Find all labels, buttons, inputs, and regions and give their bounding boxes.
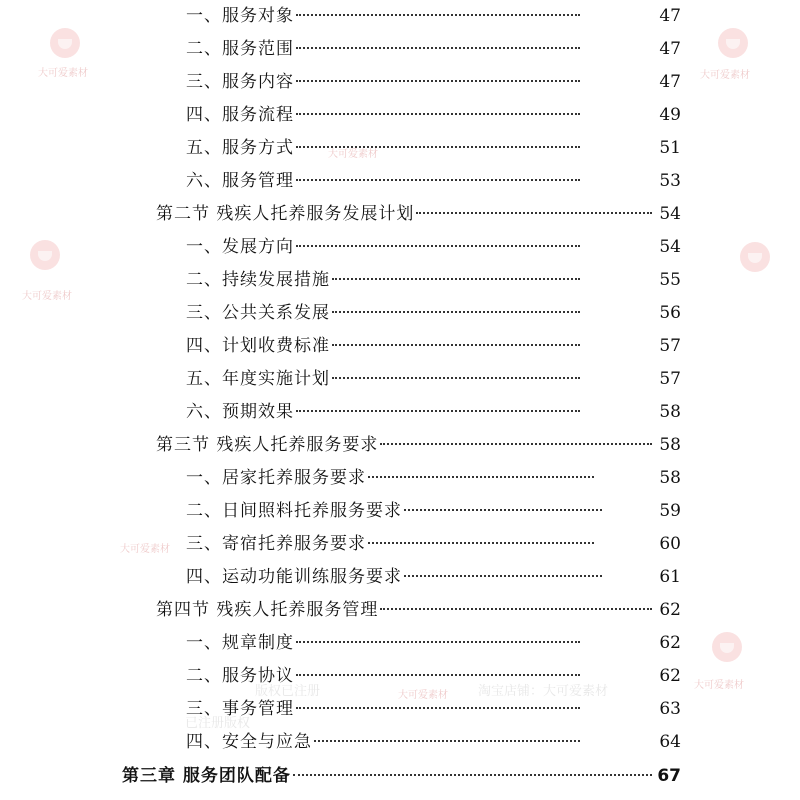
watermark-text: 大可爱素材: [120, 544, 170, 555]
watermark-text: 大可爱素材: [22, 291, 72, 302]
watermark-notice: 版权已注册: [255, 684, 321, 699]
toc-entry[interactable]: [186, 2, 681, 30]
toc-leader: [332, 310, 580, 313]
watermark-text: 大可爱素材: [694, 680, 744, 691]
toc-entry-label: 三、公共关系发展: [186, 303, 330, 323]
toc-entry-page: 47: [659, 6, 681, 26]
toc-entry-page: 51: [659, 138, 681, 158]
toc-entry[interactable]: [186, 101, 681, 129]
toc-entry-label: 二、持续发展措施: [186, 270, 330, 290]
toc-entry-page: 55: [659, 270, 681, 290]
toc-entry-page: 64: [659, 732, 681, 752]
watermark-logo-icon: [740, 242, 770, 272]
toc-entry-page: 62: [659, 666, 681, 686]
toc-entry-page: 62: [659, 633, 681, 653]
watermark-logo-icon: [718, 28, 748, 58]
toc-entry-label: 一、规章制度: [186, 633, 294, 653]
toc-entry[interactable]: [186, 134, 681, 162]
toc-entry-label: 六、服务管理: [186, 171, 294, 191]
toc-entry[interactable]: [186, 497, 681, 525]
toc-entry[interactable]: [186, 365, 681, 393]
toc-entry-page: 61: [659, 567, 681, 587]
toc-chapter-entry[interactable]: [122, 762, 681, 790]
toc-entry-label: 五、年度实施计划: [186, 369, 330, 389]
toc-leader: [332, 277, 580, 280]
toc-entry-page: 58: [659, 468, 681, 488]
toc-leader: [332, 343, 580, 346]
watermark-text: 大可爱素材: [398, 690, 448, 701]
toc-entry-label: 一、居家托养服务要求: [186, 468, 366, 488]
toc-entry[interactable]: [186, 167, 681, 195]
toc-entry-label: 三、寄宿托养服务要求: [186, 534, 366, 554]
toc-entry-page: 60: [659, 534, 681, 554]
toc-entry-label: 第三章 服务团队配备: [122, 766, 291, 786]
toc-entry[interactable]: [186, 464, 681, 492]
toc-entry-label: 三、事务管理: [186, 699, 294, 719]
toc-leader: [296, 79, 580, 82]
toc-entry-page: 58: [659, 435, 681, 455]
toc-entry-page: 57: [659, 369, 681, 389]
toc-leader: [296, 46, 580, 49]
toc-leader: [380, 442, 652, 445]
toc-entry-page: 56: [659, 303, 681, 323]
toc-leader: [296, 673, 580, 676]
toc-leader: [296, 409, 580, 412]
toc-entry[interactable]: [186, 299, 681, 327]
toc-entry-label: 第四节 残疾人托养服务管理: [156, 600, 379, 620]
toc-leader: [296, 244, 580, 247]
toc-entry-label: 四、计划收费标准: [186, 336, 330, 356]
toc-entry-label: 四、运动功能训练服务要求: [186, 567, 402, 587]
toc-leader: [296, 13, 580, 16]
toc-leader: [332, 376, 580, 379]
toc-entry[interactable]: [186, 530, 681, 558]
watermark-text: 大可爱素材: [700, 70, 750, 81]
toc-entry-label: 三、服务内容: [186, 72, 294, 92]
toc-entry-label: 一、服务对象: [186, 6, 294, 26]
toc-entry-page: 54: [659, 237, 681, 257]
toc-entry-page: 59: [659, 501, 681, 521]
toc-leader: [380, 607, 652, 610]
toc-entry-page: 47: [659, 39, 681, 59]
toc-entry[interactable]: [186, 398, 681, 426]
toc-leader: [296, 145, 580, 148]
toc-entry-page: 54: [659, 204, 681, 224]
toc-entry-label: 六、预期效果: [186, 402, 294, 422]
toc-section-entry[interactable]: [156, 431, 681, 459]
toc-entry-page: 67: [657, 766, 681, 786]
toc-entry-label: 四、服务流程: [186, 105, 294, 125]
watermark-text: 大可爱素材: [328, 149, 378, 160]
toc-entry-label: 一、发展方向: [186, 237, 294, 257]
toc-section-entry[interactable]: [156, 200, 681, 228]
watermark-notice: 淘宝店铺：大可爱素材: [478, 684, 609, 699]
toc-entry[interactable]: [186, 233, 681, 261]
toc-leader: [296, 706, 580, 709]
toc-leader: [404, 508, 602, 511]
toc-leader: [296, 178, 580, 181]
toc-leader: [416, 211, 652, 214]
toc-entry[interactable]: [186, 563, 681, 591]
toc-entry-page: 57: [659, 336, 681, 356]
toc-section-entry[interactable]: [156, 596, 681, 624]
watermark-text: 大可爱素材: [38, 68, 88, 79]
toc-entry-page: 63: [659, 699, 681, 719]
toc-entry[interactable]: [186, 332, 681, 360]
watermark-logo-icon: [30, 240, 60, 270]
toc-entry-label: 二、服务范围: [186, 39, 294, 59]
toc-entry-page: 53: [659, 171, 681, 191]
watermark-logo-icon: [50, 28, 80, 58]
toc-entry[interactable]: [186, 68, 681, 96]
toc-entry-label: 第三节 残疾人托养服务要求: [156, 435, 379, 455]
toc-entry[interactable]: [186, 629, 681, 657]
toc-entry-page: 47: [659, 72, 681, 92]
toc-leader: [404, 574, 602, 577]
toc-entry-page: 58: [659, 402, 681, 422]
watermark-logo-icon: [712, 632, 742, 662]
toc-leader: [368, 475, 594, 478]
toc-entry[interactable]: [186, 695, 681, 723]
watermark-notice: 已注册版权: [185, 716, 251, 731]
toc-leader: [314, 739, 580, 742]
toc-leader: [293, 773, 652, 776]
toc-entry[interactable]: [186, 662, 681, 690]
toc-leader: [368, 541, 594, 544]
toc-entry-page: 62: [659, 600, 681, 620]
toc-entry-label: 五、服务方式: [186, 138, 294, 158]
toc-entry-label: 二、日间照料托养服务要求: [186, 501, 402, 521]
toc-entry-page: 49: [659, 105, 681, 125]
toc-entry[interactable]: [186, 266, 681, 294]
toc-entry[interactable]: [186, 728, 681, 756]
toc-leader: [296, 112, 580, 115]
toc-entry-label: 第二节 残疾人托养服务发展计划: [156, 204, 415, 224]
toc-entry-label: 四、安全与应急: [186, 732, 312, 752]
toc-entry[interactable]: [186, 35, 681, 63]
toc-entry-label: 二、服务协议: [186, 666, 294, 686]
toc-leader: [296, 640, 580, 643]
